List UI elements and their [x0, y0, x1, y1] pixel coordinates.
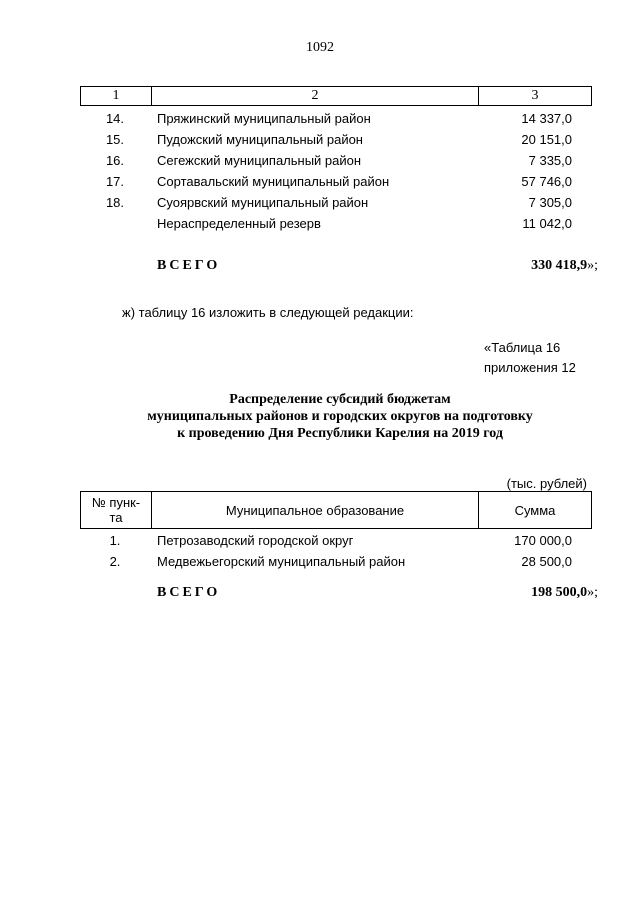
table2-total-label: ВСЕГО: [157, 585, 221, 600]
header-num-line2: та: [109, 510, 123, 525]
row-number: 18.: [105, 195, 125, 210]
row-value: 7 335,0: [528, 153, 572, 168]
table-row: [80, 554, 592, 575]
table-row: [80, 174, 592, 195]
table1-total-number: 330 418,9: [531, 258, 588, 273]
table-row: [80, 195, 592, 216]
row-value: 20 151,0: [521, 132, 572, 147]
row-name: Пряжинский муниципальный район: [157, 111, 371, 126]
row-value: 7 305,0: [528, 195, 572, 210]
instruction-text: ж) таблицу 16 изложить в следующей редакции:: [122, 305, 414, 320]
row-name: Сортавальский муниципальный район: [157, 174, 390, 189]
table2-header-num: [81, 495, 151, 525]
title-line2: муниципальных районов и городских округов на подготовку: [147, 409, 533, 424]
table2-total-value: [531, 585, 598, 601]
table2-total-number: 198 500,0: [531, 585, 588, 600]
row-number: 14.: [105, 111, 125, 126]
table-row: [80, 111, 592, 132]
table-reference-line1: «Таблица 16: [484, 340, 561, 355]
row-number: 1.: [109, 533, 121, 548]
row-name: Пудожский муниципальный район: [157, 132, 363, 147]
row-value: 170 000,0: [514, 533, 572, 548]
document-title: [0, 391, 640, 442]
table1-total-suffix: »;: [587, 258, 598, 273]
row-name: Петрозаводский городской округ: [157, 533, 354, 548]
table1-total-value: [531, 258, 598, 274]
row-name: Суоярвский муниципальный район: [157, 195, 369, 210]
table-row: [80, 533, 592, 554]
title-line3: к проведению Дня Республики Карелия на 2019 год: [177, 426, 503, 441]
table-row: [80, 216, 592, 237]
table1-header-col3: 3: [531, 88, 539, 103]
table-row: [80, 153, 592, 174]
table2-header: [80, 491, 592, 529]
table-reference-line2: приложения 12: [484, 360, 576, 375]
header-num-line1: № пунк-: [91, 495, 141, 510]
row-value: 57 746,0: [521, 174, 572, 189]
row-name: Нераспределенный резерв: [157, 216, 321, 231]
row-value: 14 337,0: [521, 111, 572, 126]
row-name: Медвежьегорский муниципальный район: [157, 554, 406, 569]
units-label: (тыс. рублей): [506, 476, 587, 491]
row-number: 17.: [105, 174, 125, 189]
row-number: 2.: [109, 554, 121, 569]
table1-header-col1: 1: [112, 88, 120, 103]
table2-header-sum: Сумма: [514, 503, 556, 518]
row-number: 16.: [105, 153, 125, 168]
row-name: Сегежский муниципальный район: [157, 153, 362, 168]
row-number: 15.: [105, 132, 125, 147]
table2-header-name: Муниципальное образование: [225, 503, 405, 518]
row-value: 28 500,0: [521, 554, 572, 569]
table-row: [80, 132, 592, 153]
title-line1: Распределение субсидий бюджетам: [229, 392, 451, 407]
table2-total-suffix: »;: [587, 585, 598, 600]
table1-header-col2: 2: [311, 88, 319, 103]
page-number: 1092: [306, 40, 334, 55]
row-value: 11 042,0: [522, 216, 572, 231]
table1-total-label: ВСЕГО: [157, 258, 221, 273]
table-reference: [484, 338, 576, 378]
table1-header: [80, 86, 592, 106]
